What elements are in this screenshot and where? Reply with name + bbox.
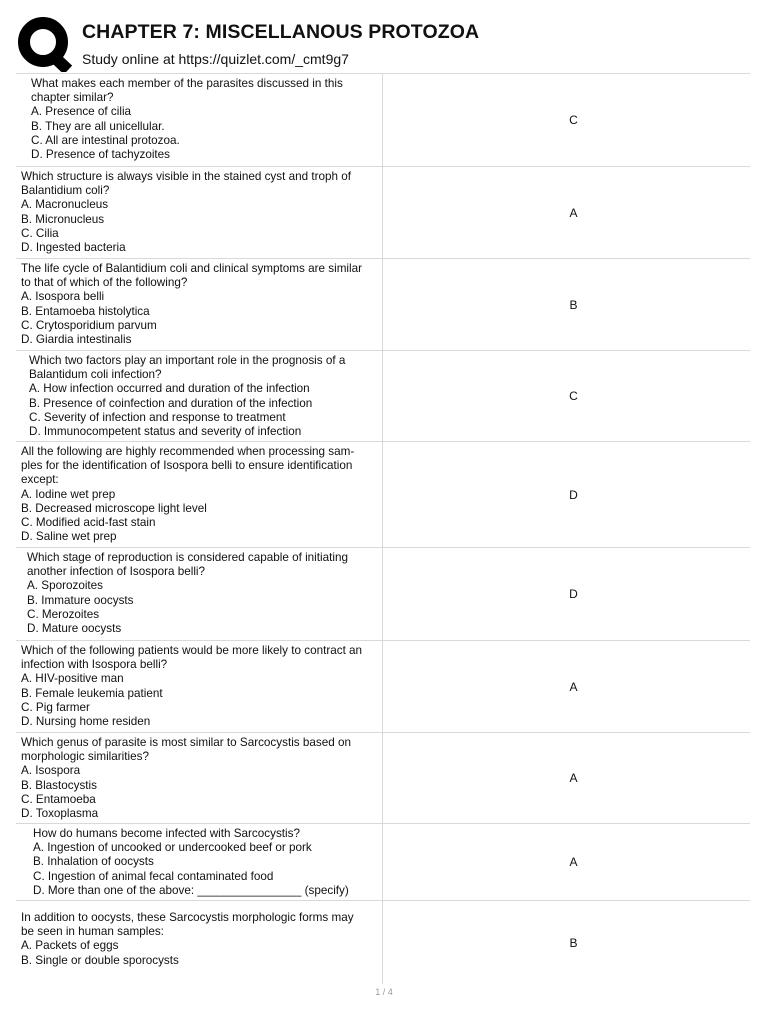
flashcard-answer: D xyxy=(569,587,578,601)
question-line: except: xyxy=(21,473,59,487)
study-online-link[interactable]: Study online at https://quizlet.com/_cmt9g7 xyxy=(82,51,349,67)
option-line: A. How infection occurred and duration of the infection xyxy=(29,382,310,396)
option-line: D. Toxoplasma xyxy=(21,807,99,821)
option-line: A. Packets of eggs xyxy=(21,939,119,953)
question-line: In addition to oocysts, these Sarcocystis morphologic forms may xyxy=(21,911,354,924)
option-line: B. Female leukemia patient xyxy=(21,686,163,700)
option-line: C. Entamoeba xyxy=(21,792,96,806)
page-number: 1 / 4 xyxy=(375,987,393,997)
flashcard-term xyxy=(16,74,383,166)
flashcard-row xyxy=(16,73,750,166)
option-line: C. Ingestion of animal fecal contaminated food xyxy=(33,869,274,883)
option-line: B. Decreased microscope light level xyxy=(21,501,207,515)
flashcard-answer: A xyxy=(569,855,578,869)
question-line: to that of which of the following? xyxy=(21,276,188,290)
option-line: B. They are all unicellular. xyxy=(31,119,165,133)
flashcard-term xyxy=(16,167,383,258)
option-line: D. Immunocompetent status and severity of infection xyxy=(29,425,302,439)
option-line: C. Modified acid-fast stain xyxy=(21,516,156,530)
flashcard-term xyxy=(16,901,383,984)
question-line: Balantidium coli? xyxy=(21,184,110,198)
option-line: A. Iodine wet prep xyxy=(21,487,116,501)
flashcard-answer: A xyxy=(569,205,578,220)
flashcard-term xyxy=(16,641,383,732)
question-line: All the following are highly recommended when processing sam- xyxy=(21,445,355,458)
option-line: A. Isospora belli xyxy=(21,290,105,304)
question-line: Which structure is always visible in the stained cyst and troph of xyxy=(21,170,351,183)
option-line: A. Sporozoites xyxy=(27,579,104,593)
option-line: B. Entamoeba histolytica xyxy=(21,304,150,318)
option-line: B. Presence of coinfection and duration of the infection xyxy=(29,396,313,410)
page-title: CHAPTER 7: MISCELLANOUS PROTOZOA xyxy=(82,21,480,43)
flashcard-row xyxy=(16,640,750,732)
flashcard-row xyxy=(16,441,750,547)
option-line: B. Micronucleus xyxy=(21,212,105,226)
question-line: chapter similar? xyxy=(31,91,114,105)
question-line: infection with Isospora belli? xyxy=(21,658,168,672)
option-line: C. Crytosporidium parvum xyxy=(21,318,157,332)
option-line: D. Ingested bacteria xyxy=(21,241,126,255)
flashcard-row xyxy=(16,547,750,640)
option-line: C. Cilia xyxy=(21,226,59,240)
question-line: be seen in human samples: xyxy=(21,925,164,939)
option-line: A. Isospora xyxy=(21,764,81,778)
flashcard-term xyxy=(16,351,383,441)
flashcard-row xyxy=(16,258,750,350)
flashcard-answer: B xyxy=(569,935,578,950)
flashcard-row xyxy=(16,900,750,984)
question-line: Which genus of parasite is most similar to Sarcocystis based on xyxy=(21,736,351,749)
option-line: C. Merozoites xyxy=(27,607,100,621)
option-line: D. Giardia intestinalis xyxy=(21,333,132,347)
option-line: D. Presence of tachyzoites xyxy=(31,148,171,162)
option-line: B. Immature oocysts xyxy=(27,593,134,607)
flashcard-list xyxy=(16,73,750,984)
quizlet-logo-icon xyxy=(18,16,72,72)
option-line: D. More than one of the above: ________________ (specify) xyxy=(33,883,349,897)
option-line: A. Macronucleus xyxy=(21,198,109,212)
option-line: C. Pig farmer xyxy=(21,700,90,714)
question-line: another infection of Isospora belli? xyxy=(27,565,206,579)
flashcard-answer: D xyxy=(569,487,578,502)
question-line: Which of the following patients would be more likely to contract an xyxy=(21,644,363,657)
flashcard-term xyxy=(16,548,383,640)
flashcard-term xyxy=(16,259,383,350)
question-line: morphologic similarities? xyxy=(21,750,149,764)
option-line: A. HIV-positive man xyxy=(21,672,124,686)
option-line: C. Severity of infection and response to treatment xyxy=(29,410,286,424)
option-line: B. Single or double sporocysts xyxy=(21,953,179,967)
option-line: D. Mature oocysts xyxy=(27,622,122,636)
question-line: Which stage of reproduction is considered capable of initiating xyxy=(27,551,348,564)
question-line: How do humans become infected with Sarcocystis? xyxy=(33,827,300,840)
flashcard-row xyxy=(16,823,750,900)
question-line: What makes each member of the parasites discussed in this xyxy=(31,77,343,90)
flashcard-row xyxy=(16,350,750,441)
option-line: B. Inhalation of oocysts xyxy=(33,855,154,869)
flashcard-row xyxy=(16,166,750,258)
option-line: A. Presence of cilia xyxy=(31,105,132,119)
flashcard-answer: C xyxy=(569,113,578,127)
flashcard-row xyxy=(16,732,750,823)
option-line: D. Saline wet prep xyxy=(21,530,117,544)
option-line: A. Ingestion of uncooked or undercooked beef or pork xyxy=(33,841,312,855)
flashcard-term xyxy=(16,824,383,900)
flashcard-term xyxy=(16,733,383,823)
question-line: Which two factors play an important role in the prognosis of a xyxy=(29,354,346,367)
flashcard-term xyxy=(16,442,383,547)
question-line: Balantidum coli infection? xyxy=(29,368,162,382)
option-line: D. Nursing home residen xyxy=(21,715,151,729)
flashcard-answer: C xyxy=(569,389,578,403)
flashcard-answer: B xyxy=(569,297,578,312)
question-line: ples for the identification of Isospora belli to ensure identification xyxy=(21,459,353,473)
option-line: C. All are intestinal protozoa. xyxy=(31,133,180,147)
flashcard-answer: A xyxy=(569,771,578,785)
question-line: The life cycle of Balantidium coli and clinical symptoms are similar xyxy=(21,262,363,275)
option-line: B. Blastocystis xyxy=(21,778,97,792)
flashcard-answer: A xyxy=(569,679,578,694)
